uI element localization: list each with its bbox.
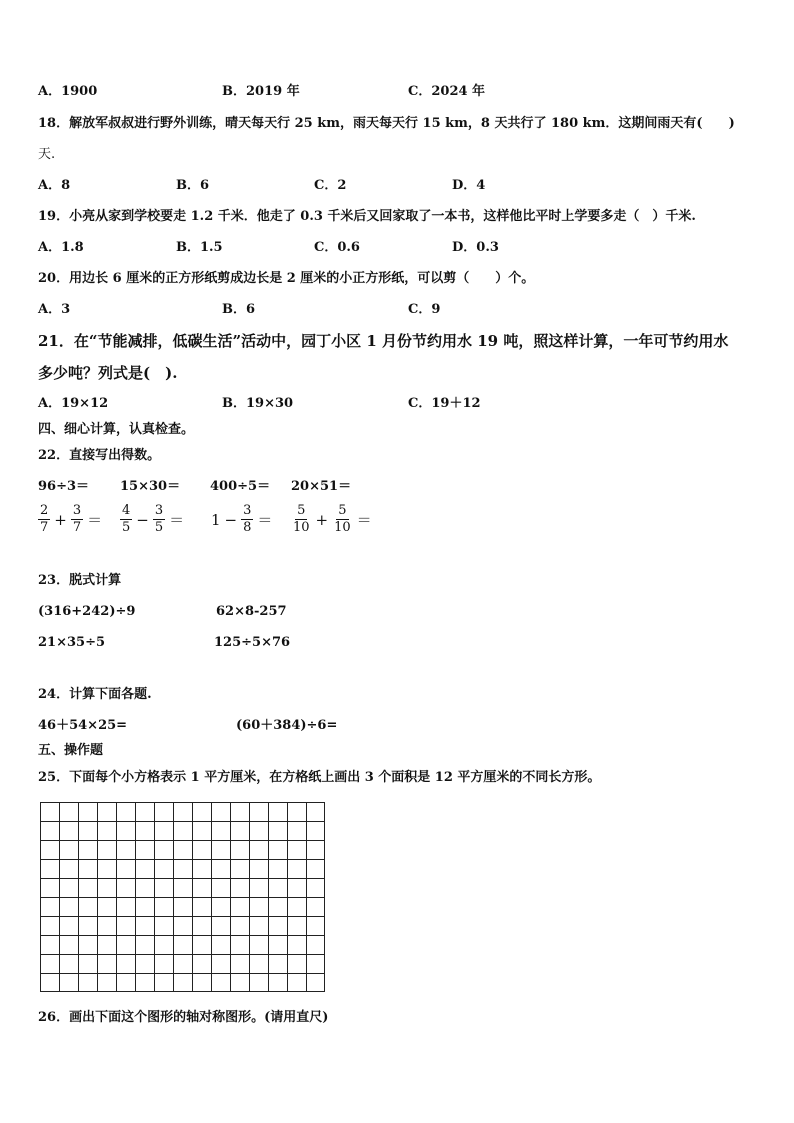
q22-item: 400÷5＝ (210, 479, 271, 494)
q23-item: 125÷5×76 (214, 635, 291, 650)
q23-title: 23．脱式计算 (38, 573, 122, 588)
fraction-lead: 1 (211, 510, 221, 529)
q26-text: 26．画出下面这个图形的轴对称图形。(请用直尺) (38, 1010, 329, 1025)
q22-fraction-expr: 1 − $\frac{3}{8}$ ＝ (211, 503, 273, 535)
q19-option-c: C．0.6 (314, 240, 360, 255)
q24-item: (60＋384)÷6= (236, 718, 338, 733)
square-grid-paper[interactable] (40, 802, 325, 992)
q20-option-b: B．6 (222, 302, 256, 317)
q23-item: 62×8-257 (216, 604, 287, 619)
fraction: $\frac{3}{5}$ (154, 503, 164, 535)
q18-text-line1: 18．解放军叔叔进行野外训练，晴天每天行 25 km，雨天每天行 15 km，8 天共行了 180 km．这期间雨天有( ) (38, 116, 735, 131)
q21-option-a: A．19×12 (38, 396, 109, 411)
q22-title: 22．直接写出得数。 (38, 448, 161, 463)
q17-option-c: C．2024 年 (408, 84, 486, 99)
q22-item: 20×51＝ (291, 479, 352, 494)
q18-text-line2: 天. (38, 147, 56, 162)
q19-option-d: D．0.3 (452, 240, 499, 255)
fraction: $\frac{2}{7}$ (40, 503, 49, 535)
section-five-heading: 五、操作题 (38, 743, 104, 758)
fraction: $\frac{4}{5}$ (122, 503, 131, 535)
section-four-heading: 四、细心计算，认真检查。 (38, 422, 195, 437)
q21-option-b: B．19×30 (222, 396, 294, 411)
q20-text: 20．用边长 6 厘米的正方形纸剪成边长是 2 厘米的小正方形纸，可以剪（ ）个。 (38, 271, 535, 286)
q22-fraction-expr: $\frac{5}{10}$ + $\frac{5}{10}$ ＝ (293, 503, 372, 535)
fraction: $\frac{5}{10}$ (293, 503, 310, 535)
q18-option-c: C．2 (314, 178, 347, 193)
q17-option-a: A．1900 (38, 84, 98, 99)
q20-option-c: C．9 (408, 302, 441, 317)
q23-item: 21×35÷5 (38, 635, 106, 650)
q24-title: 24．计算下面各题. (38, 687, 152, 702)
q19-text: 19．小亮从家到学校要走 1.2 千米．他走了 0.3 千米后又回家取了一本书，这样他比平时上学要多走（ ）千米. (38, 209, 696, 224)
q21-text-line1: 21．在“节能减排，低碳生活”活动中，园丁小区 1 月份节约用水 19 吨，照这样计算，一年可节约用水 (38, 332, 729, 350)
q24-item: 46＋54×25= (38, 718, 128, 733)
q19-option-a: A．1.8 (38, 240, 84, 255)
q23-item: (316+242)÷9 (38, 604, 136, 619)
q22-fraction-expr: $\frac{2}{7}$ + $\frac{3}{7}$ ＝ (40, 503, 103, 535)
fraction: $\frac{5}{10}$ (334, 503, 351, 535)
q25-text: 25．下面每个小方格表示 1 平方厘米，在方格纸上画出 3 个面积是 12 平方厘米的不同长方形。 (38, 770, 601, 785)
q22-item: 15×30＝ (120, 479, 181, 494)
fraction: $\frac{3}{8}$ (243, 503, 252, 535)
q18-option-d: D．4 (452, 178, 486, 193)
q19-option-b: B．1.5 (176, 240, 223, 255)
fraction: $\frac{3}{7}$ (72, 503, 82, 535)
q17-option-b: B．2019 年 (222, 84, 300, 99)
q21-option-c: C．19＋12 (408, 396, 481, 411)
q20-option-a: A．3 (38, 302, 71, 317)
q18-option-b: B．6 (176, 178, 210, 193)
q21-text-line2: 多少吨？列式是( ). (38, 364, 178, 382)
q22-item: 96÷3＝ (38, 479, 90, 494)
q22-fraction-expr: $\frac{4}{5}$ − $\frac{3}{5}$ ＝ (122, 503, 185, 535)
q18-option-a: A．8 (38, 178, 71, 193)
